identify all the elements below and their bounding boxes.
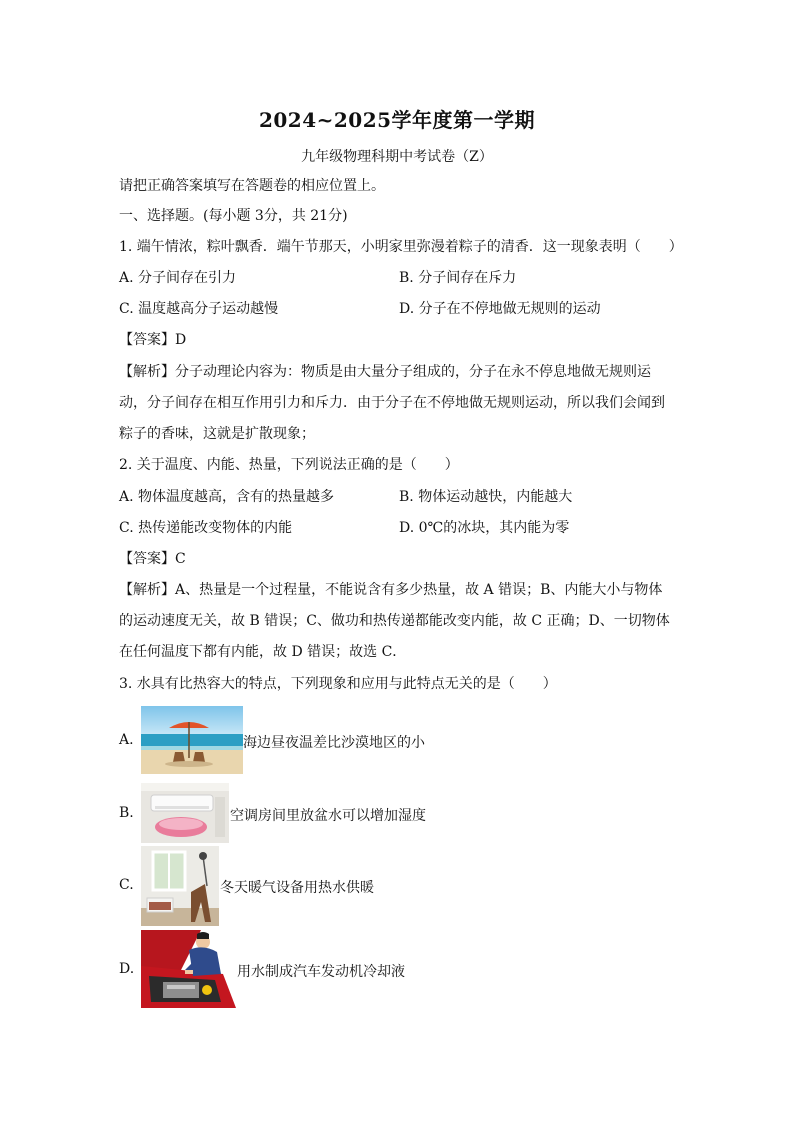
- q3-option-a-label: A.: [119, 732, 134, 748]
- q2-option-d: D. 0℃的冰块，其内能为零: [399, 520, 570, 536]
- q1-analysis-line-3: 粽子的香味，这就是扩散现象；: [119, 426, 315, 442]
- q1-analysis-line-2: 动，分子间存在相互作用引力和斥力．由于分子在不停地做无规则运动，所以我们会闻到: [119, 395, 665, 411]
- q1-option-b: B. 分子间存在斥力: [399, 270, 517, 286]
- aircon-basin-image: [141, 783, 229, 843]
- q3-option-c-label: C.: [119, 877, 134, 893]
- q2-analysis-line-2: 的运动速度无关，故 B 错误；C、做功和热传递都能改变内能，故 C 正确；D、一切物体: [119, 613, 670, 629]
- exam-subtitle: 九年级物理科期中考试卷（Z）: [301, 149, 493, 165]
- q2-option-a: A. 物体温度越高，含有的热量越多: [119, 489, 335, 505]
- section-heading: 一、选择题。(每小题 3分，共 21分): [119, 208, 348, 224]
- q3-stem: 3. 水具有比热容大的特点，下列现象和应用与此特点无关的是（ ）: [119, 676, 557, 692]
- q2-stem: 2. 关于温度、内能、热量，下列说法正确的是（ ）: [119, 457, 459, 473]
- car-engine-image: [141, 930, 236, 1008]
- q2-option-c: C. 热传递能改变物体的内能: [119, 520, 293, 536]
- instructions: 请把正确答案填写在答题卷的相应位置上。: [119, 178, 385, 194]
- q1-option-c: C. 温度越高分子运动越慢: [119, 301, 279, 317]
- q2-analysis-line-1: 【解析】A、热量是一个过程量，不能说含有多少热量，故 A 错误；B、内能大小与物体: [119, 582, 663, 598]
- q1-option-a: A. 分子间存在引力: [119, 270, 237, 286]
- radiator-room-image: [141, 846, 219, 926]
- q1-stem: 1. 端午情浓，粽叶飘香．端午节那天，小明家里弥漫着粽子的清香．这一现象表明（ ）: [119, 239, 683, 255]
- beach-image: [141, 706, 243, 774]
- q2-answer: 【答案】C: [119, 551, 186, 567]
- q3-option-b-label: B.: [119, 805, 134, 821]
- q1-option-d: D. 分子在不停地做无规则的运动: [399, 301, 601, 317]
- q1-answer: 【答案】D: [119, 332, 187, 348]
- q2-option-b: B. 物体运动越快，内能越大: [399, 489, 573, 505]
- q3-option-b-text: 空调房间里放盆水可以增加湿度: [230, 808, 426, 824]
- q3-option-d-text: 用水制成汽车发动机冷却液: [237, 964, 405, 980]
- q3-option-c-text: 冬天暖气设备用热水供暖: [220, 880, 374, 896]
- q3-option-a-text: 海边昼夜温差比沙漠地区的小: [243, 735, 425, 751]
- q2-analysis-line-3: 在任何温度下都有内能，故 D 错误；故选 C．: [119, 644, 407, 660]
- exam-title: 2024~2025学年度第一学期: [258, 108, 536, 132]
- q3-option-d-label: D.: [119, 961, 135, 977]
- q1-analysis-line-1: 【解析】分子动理论内容为：物质是由大量分子组成的，分子在永不停息地做无规则运: [119, 364, 651, 380]
